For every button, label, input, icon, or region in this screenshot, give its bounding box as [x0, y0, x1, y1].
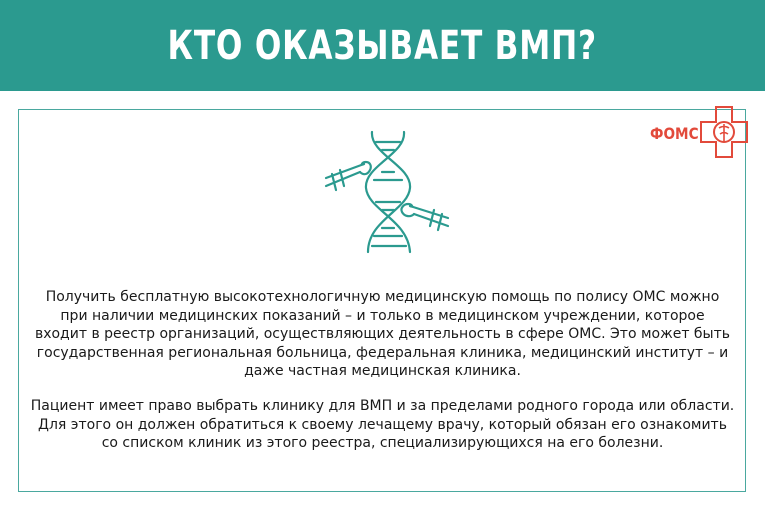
- logo-text: ФОМС: [650, 124, 699, 143]
- paragraph-line: Получить бесплатную высокотехнологичную медицинскую помощь по полису ОМС можно: [45, 289, 720, 305]
- paragraph-1: [30, 288, 735, 381]
- paragraph-line: даже частная медицинская клиника.: [244, 363, 521, 379]
- paragraph-line: Пациент имеет право выбрать клинику для ВМП и за пределами родного города или области.: [30, 398, 735, 414]
- medical-cross-icon: [698, 104, 750, 160]
- header-banner: [0, 0, 765, 91]
- foms-logo: [646, 104, 756, 160]
- page-title: КТО ОКАЗЫВАЕТ ВМП?: [167, 22, 598, 69]
- paragraph-line: при наличии медицинских показаний – и только в медицинском учреждении, которое: [60, 307, 705, 324]
- paragraph-line: со списком клиник из этого реестра, специализирующихся на его болезни.: [101, 435, 664, 451]
- paragraph-line: государственная региональная больница, федеральная клиника, медицинский институт – и: [36, 344, 729, 361]
- paragraph-2: [30, 397, 735, 453]
- paragraph-line: входит в реестр организаций, осуществляющих деятельность в сфере ОМС. Это может быть: [34, 326, 731, 342]
- dna-helix-icon: [324, 128, 450, 256]
- paragraph-line: Для этого он должен обратиться к своему лечащему врачу, который обязан его ознакомить: [38, 416, 727, 433]
